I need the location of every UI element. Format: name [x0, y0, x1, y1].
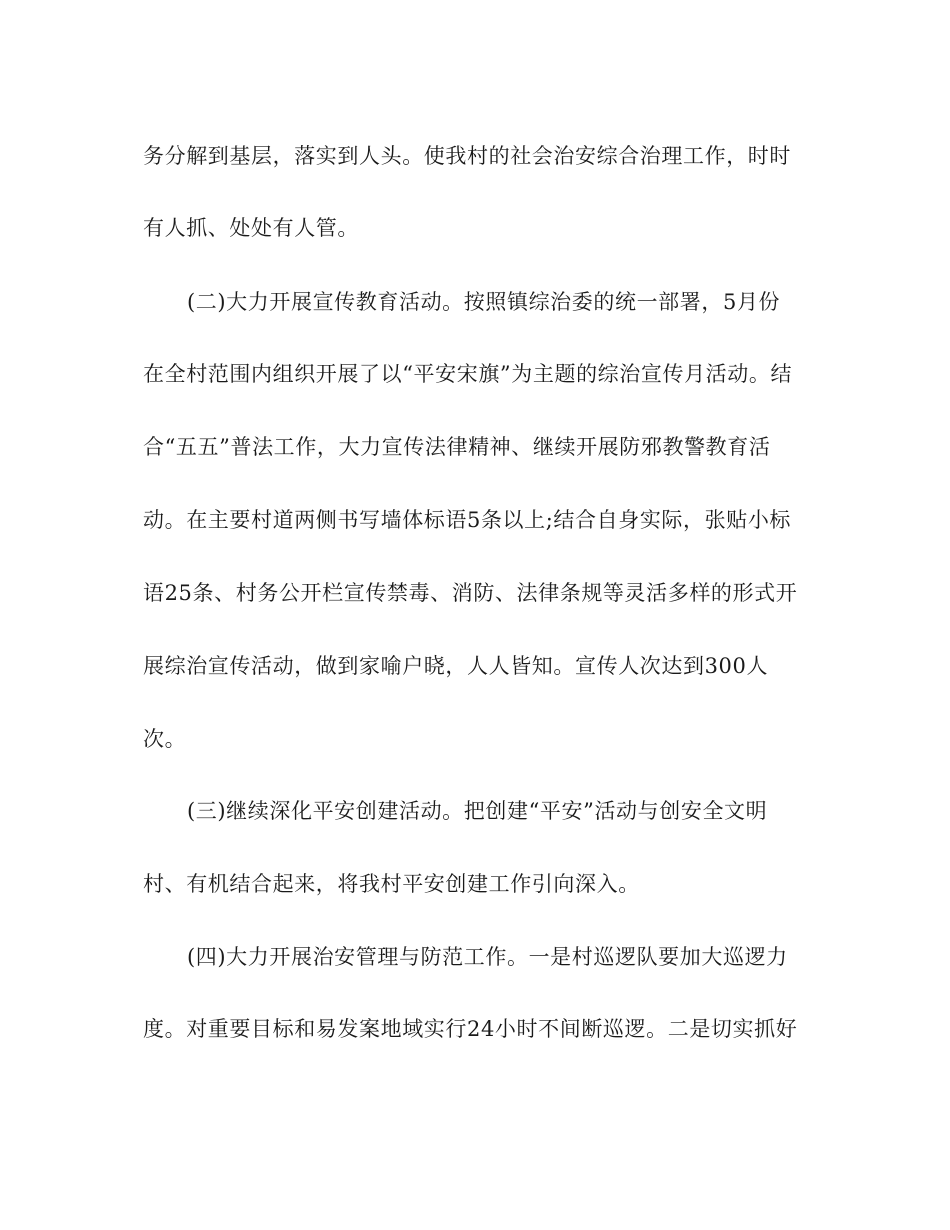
- text-line: 动。在主要村道两侧书写墙体标语5条以上;结合自身实际，张贴小标: [143, 508, 792, 532]
- text-line: 合“五五”普法工作，大力宣传法律精神、继续开展防邪教警教育活: [143, 435, 771, 459]
- text-line: 展综治宣传活动，做到家喻户晓，人人皆知。宣传人次达到300人: [143, 654, 769, 678]
- paragraph-start-line: (二)大力开展宣传教育活动。按照镇综治委的统一部署，5月份: [187, 290, 781, 314]
- text-line: 在全村范围内组织开展了以“平安宋旗”为主题的综治宣传月活动。结: [143, 362, 793, 386]
- text-line: 度。对重要目标和易发案地域实行24小时不间断巡逻。二是切实抓好: [143, 1017, 798, 1041]
- text-line: 语25条、村务公开栏宣传禁毒、消防、法律条规等灵活多样的形式开: [143, 581, 798, 605]
- text-line: 村、有机结合起来，将我村平安创建工作引向深入。: [143, 872, 640, 896]
- paragraph-start-line: (四)大力开展治安管理与防范工作。一是村巡逻队要加大巡逻力: [187, 945, 788, 969]
- paragraph-start-line: (三)继续深化平安创建活动。把创建“平安”活动与创安全文明: [187, 799, 768, 823]
- text-line: 有人抓、处处有人管。: [143, 216, 359, 240]
- text-line: 务分解到基层，落实到人头。使我村的社会治安综合治理工作，时时: [143, 144, 791, 168]
- text-line: 次。: [143, 727, 187, 751]
